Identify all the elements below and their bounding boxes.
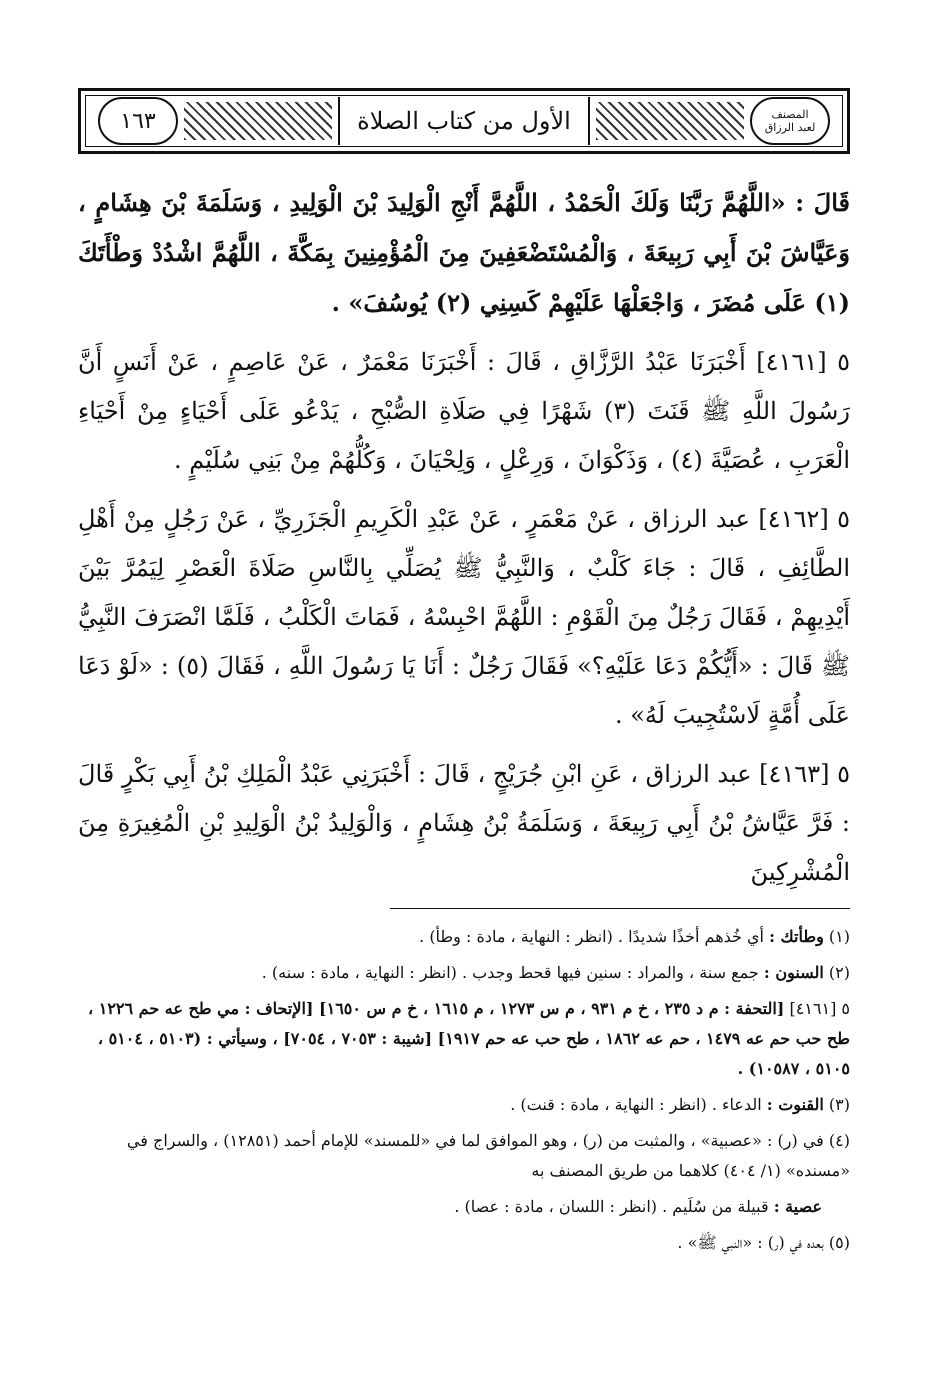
footnote-subnote	[78, 1192, 850, 1222]
header-ornament-left	[184, 102, 332, 140]
paragraph-text: قَالَ : «اللَّهُمَّ رَبَّنَا وَلَكَ الْحَمْدُ ، اللَّهُمَّ أَنْجِ الْوَلِيدَ بْنَ الْوَلِيدِ ، وَسَلَمَةَ بْنَ هِشَامٍ ، وَعَيَّاشَ بْنَ أَبِي رَبِيعَةَ ، وَالْمُسْتَضْعَفِينَ مِنَ الْمُؤْمِنِينَ بِمَكَّةَ ، اللَّهُمَّ اشْدُدْ وَطْأَتَكَ (١) عَلَى مُضَرَ ، وَاجْعَلْهَا عَلَيْهِمْ كَسِنِي (٢) يُوسُفَ» .	[78, 188, 850, 317]
main-text	[78, 178, 850, 907]
footnotes	[78, 922, 850, 1264]
footnote-term: السنون :	[763, 963, 824, 982]
footnote-text: قبيلة من سُلَيم . (انظر : اللسان ، مادة : عصا) .	[454, 1197, 769, 1216]
book-title-line2: لعبد الرزاق	[764, 121, 816, 134]
footnote-label: (٢)	[828, 963, 850, 982]
footnote	[78, 958, 850, 988]
footnote-text: [التحفة : م د ٢٣٥ ، خ م ٩٣١ ، م س ١٢٧٣ ، م ١٦١٥ ، خ م س ١٦٥٠] [الإتحاف : مي طح عه حم ١٢٢٦ ، طح حب حم عه ١٤٧٩ ، حم عه ١٨٦٢ ، طح حب عه حم ١٩١٧] [شيبة : ٧٠٥٣ ، ٧٠٥٤] ، وسيأتي : (٥١٠٣ ، ٥١٠٤ ، ٥١٠٥ ، ١٠٥٨٧) .	[88, 999, 850, 1078]
header-ornament-right	[596, 102, 744, 140]
footnote-label: (٥)	[828, 1233, 850, 1252]
footnote-term: وطأتك :	[769, 927, 824, 946]
running-header	[78, 88, 850, 154]
hadith-number: ٥ [٤١٦١]	[756, 348, 850, 376]
book-title-cartouche	[750, 97, 830, 145]
hadith-number: ٥ [٤١٦٣]	[759, 760, 850, 788]
footnote-separator	[390, 908, 850, 909]
book-title-line1: المصنف	[771, 108, 809, 121]
footnote-text: الدعاء . (انظر : النهاية ، مادة : قنت) .	[510, 1095, 762, 1114]
footnote	[78, 1126, 850, 1186]
hadith-number: ٥ [٤١٦٢]	[758, 505, 850, 533]
footnote-label: ٥ [٤١٦١]	[789, 999, 850, 1018]
hadith-4163	[78, 750, 850, 897]
page-number: ١٦٣	[98, 97, 178, 145]
footnote-text: في (ر) : «عصبية» ، والمثبت من (ر) ، وهو الموافق لما في «للمسند» للإمام أحمد (١٢٨٥١) ، والسراج في «مسنده» (١/ ٤٠٤) كلاهما من طريق المصنف به	[126, 1131, 850, 1180]
footnote-takhrij	[78, 994, 850, 1084]
hadith-text: عبد الرزاق ، عَنْ مَعْمَرٍ ، عَنْ عَبْدِ الْكَرِيمِ الْجَزَرِيِّ ، عَنْ رَجُلٍ مِنْ أَهْلِ الطَّائِفِ ، قَالَ : جَاءَ كَلْبٌ ، وَالنَّبِيُّ ﷺ يُصَلِّي بِالنَّاسِ صَلَاةَ الْعَصْرِ لِيَمُرَّ بَيْنَ أَيْدِيهِمْ ، فَقَالَ رَجُلٌ مِنَ الْقَوْمِ : اللَّهُمَّ احْبِسْهُ ، فَمَاتَ الْكَلْبُ ، فَلَمَّا انْصَرَفَ النَّبِيُّ ﷺ قَالَ : «أَيُّكُمْ دَعَا عَلَيْهِ؟» فَقَالَ رَجُلٌ : أَنَا يَا رَسُولَ اللَّهِ ، فَقَالَ (٥) : «لَوْ دَعَا عَلَى أُمَّةٍ لَاسْتُجِيبَ لَهُ» .	[78, 505, 850, 729]
footnote-label: (٤)	[828, 1131, 850, 1150]
hadith-text: أَخْبَرَنَا عَبْدُ الرَّزَّاقِ ، قَالَ : أَخْبَرَنَا مَعْمَرٌ ، عَنْ عَاصِمٍ ، عَنْ أَنَسٍ أَنَّ رَسُولَ اللَّهِ ﷺ قَنَتَ (٣) شَهْرًا فِي صَلَاةِ الصُّبْحِ ، يَدْعُو عَلَى أَحْيَاءٍ مِنْ أَحْيَاءِ الْعَرَبِ ، عُصَيَّةَ (٤) ، وَذَكْوَانَ ، وَرِعْلٍ ، وَلِحْيَانَ ، وَكُلُّهُمْ مِنْ بَنِي سُلَيْمٍ .	[78, 348, 851, 474]
footnote-label: (١)	[828, 927, 850, 946]
footnote	[78, 922, 850, 952]
footnote-term: عصية :	[773, 1197, 822, 1216]
hadith-4161	[78, 338, 850, 485]
footnote	[78, 1228, 850, 1258]
footnote-term: القنوت :	[766, 1095, 824, 1114]
footnote-text: جمع سنة ، والمراد : سنين فيها قحط وجدب . (انظر : النهاية ، مادة : سنه) .	[261, 963, 759, 982]
footnote	[78, 1090, 850, 1120]
footnote-text: أي خُذهم أخذًا شديدًا . (انظر : النهاية ، مادة : وطأ) .	[419, 927, 764, 946]
chapter-title: الأول من كتاب الصلاة	[338, 97, 590, 145]
hadith-4162	[78, 495, 850, 740]
footnote-text: بعده في (ر) : «النبي ﷺ» .	[677, 1233, 824, 1252]
hadith-text: عبد الرزاق ، عَنِ ابْنِ جُرَيْجٍ ، قَالَ : أَخْبَرَنِي عَبْدُ الْمَلِكِ بْنُ أَبِي بَكْرٍ قَالَ : فَرَّ عَيَّاشُ بْنُ أَبِي رَبِيعَةَ ، وَسَلَمَةُ بْنُ هِشَامٍ ، وَالْوَلِيدُ بْنُ الْوَلِيدِ بْنِ الْمُغِيرَةِ مِنَ الْمُشْرِكِينَ	[78, 760, 850, 886]
paragraph-continuation	[78, 178, 850, 328]
footnote-label: (٣)	[828, 1095, 850, 1114]
